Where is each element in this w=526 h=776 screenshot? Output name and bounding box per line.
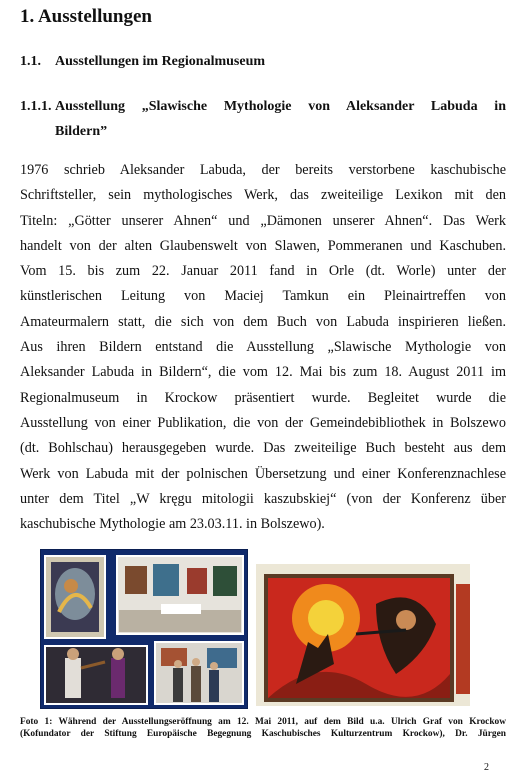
gallery-room-photo: [117, 556, 243, 634]
paragraph-line: 1976 schrieb Aleksander Labuda, der bereits verstorbene kaschubische: [20, 162, 506, 178]
caption-line: (Kofundator der Stiftung Europäische Begegnung Kaschubisches Kulturzentrum Krockow), Dr. Jürgen: [20, 729, 506, 739]
paragraph-line: Amateurmalern statt, die sich von dem Buch von Labuda inspirieren ließen.: [20, 313, 506, 330]
heading-2-number: 1.1.: [20, 54, 41, 69]
photo-caption: [20, 716, 506, 740]
paragraph-line: handelt von der alten Glaubenswelt von Slawen, Pommeranen und Kaschuben.: [20, 237, 506, 254]
caption-line: Foto 1: Während der Ausstellungseröffnung am 12. Mai 2011, auf dem Bild u.a. Ulrich Graf von Krockow: [20, 717, 506, 727]
painting-photo: [256, 564, 470, 706]
heading-3-text-line2: Bildern”: [55, 124, 108, 139]
paragraph-line: unter dem Titel „W kręgu mitologii kaszubskiej“ (von der Konferenz über: [20, 490, 506, 507]
paragraph-line: Aus ihren Bildern entstand die Ausstellung „Slawische Mythologie von: [20, 339, 506, 356]
paragraph-line: Ausstellung von einer Publikation, die von der Gemeindebibliothek in Bolszewo: [20, 414, 506, 431]
paragraph-line: Schriftsteller, sein mythologisches Werk, das zweiteilige Lexikon mit den: [20, 187, 506, 204]
heading-3-number: 1.1.1.: [20, 99, 52, 114]
collage-drawing: [41, 550, 247, 708]
page-number: 2: [484, 762, 489, 773]
visitors-photo: [155, 642, 243, 704]
heading-2-text: Ausstellungen im Regionalmuseum: [55, 54, 266, 69]
paragraph-line: kaschubische Mythologie am 23.03.11. in Bolszewo).: [20, 516, 325, 533]
exhibition-photo-collage: [40, 549, 248, 709]
body-paragraph: [20, 158, 506, 537]
paragraph-line: (dt. Bohlschau) herausgegeben wurde. Das zweiteilige Buch besteht aus dem: [20, 440, 506, 457]
paragraph-line: Aleksander Labuda in Bildern“, die vom 12. Mai bis zum 18. August 2011 im: [20, 364, 506, 381]
heading-1: 1. Ausstellungen: [20, 6, 152, 27]
heading-3-line1: [20, 94, 506, 119]
heading-2: [20, 54, 265, 70]
heading-3-text-line1: Ausstellung „Slawische Mythologie von Aleksander Labuda in: [55, 99, 506, 114]
painting-drawing: [256, 564, 470, 706]
paragraph-line: Titeln: „Götter unserer Ahnen“ und „Dämonen unserer Ahnen“. Das Werk: [20, 212, 506, 229]
paragraph-line: künstlerischen Leitung von Maciej Tamkun ein Pleinairtreffen von: [20, 288, 506, 305]
paragraph-line: Vom 15. bis zum 22. Januar 2011 fand in Orle (dt. Worle) unter der: [20, 263, 506, 280]
paragraph-line: Regionalmuseum in Krockow präsentiert wurde. Begleitet wurde die: [20, 389, 506, 406]
book-cover-photo: [45, 556, 105, 638]
paragraph-line: Werk von Labuda mit der polnischen Übersetzung und einer Konferenznachlese: [20, 465, 506, 482]
musicians-photo: [45, 646, 147, 704]
heading-3: [20, 94, 506, 144]
